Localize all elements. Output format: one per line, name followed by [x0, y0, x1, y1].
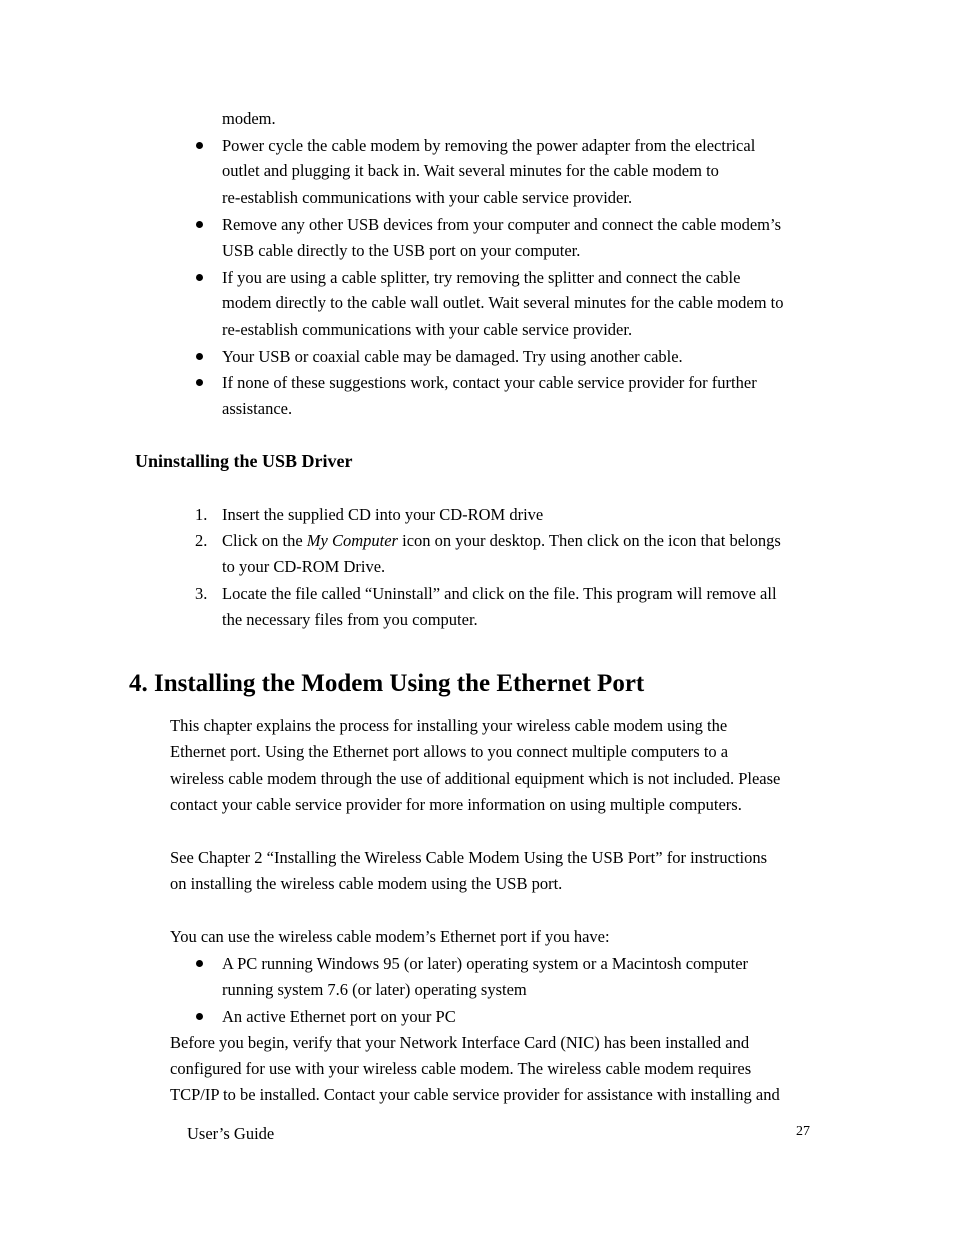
- list-item: Your USB or coaxial cable may be damaged. Try using another cable.: [222, 347, 683, 366]
- list-item-cont: re-establish communications with your cable service provider.: [222, 320, 633, 339]
- list-item-cont: outlet and plugging it back in. Wait several minutes for the cable modem to: [222, 161, 719, 180]
- step-number: 3.: [195, 584, 208, 603]
- para-line: Before you begin, verify that your Network Interface Card (NIC) has been installed and: [170, 1033, 750, 1052]
- bullet-icon: [196, 142, 203, 149]
- step-text-pre: Click on the: [222, 531, 307, 550]
- para-line: TCP/IP to be installed. Contact your cable service provider for assistance with installing and: [170, 1085, 780, 1104]
- list-item: If you are using a cable splitter, try removing the splitter and connect the cable: [222, 268, 741, 287]
- list-item-cont: assistance.: [222, 399, 293, 418]
- list-item-cont: re-establish communications with your cable service provider.: [222, 188, 633, 207]
- list-item: If none of these suggestions work, contact your cable service provider for further: [222, 373, 757, 392]
- section-heading: Uninstalling the USB Driver: [135, 451, 353, 471]
- para-line: See Chapter 2 “Installing the Wireless Cable Modem Using the USB Port” for instructions: [170, 848, 768, 867]
- bullet-icon: [196, 274, 203, 281]
- bullet-icon: [196, 353, 203, 360]
- step-text: Insert the supplied CD into your CD-ROM drive: [222, 505, 544, 524]
- list-item-cont: modem directly to the cable wall outlet. Wait several minutes for the cable modem to: [222, 293, 784, 312]
- bullet-icon: [196, 960, 203, 967]
- para-line: contact your cable service provider for more information on using multiple computers.: [170, 795, 742, 814]
- paragraph-requirements-intro: You can use the wireless cable modem’s Ethernet port if you have:: [170, 927, 610, 946]
- bullet-icon: [196, 221, 203, 228]
- bullet-icon: [196, 1013, 203, 1020]
- para-line: configured for use with your wireless cable modem. The wireless cable modem requires: [170, 1059, 752, 1078]
- continuation-text: modem.: [222, 109, 276, 128]
- page-number: 27: [796, 1124, 810, 1139]
- step-number: 2.: [195, 531, 208, 550]
- para-line: This chapter explains the process for installing your wireless cable modem using the: [170, 716, 728, 735]
- chapter-heading: 4. Installing the Modem Using the Ethernet Port: [129, 670, 645, 697]
- list-item-cont: USB cable directly to the USB port on your computer.: [222, 241, 581, 260]
- step-text-cont: to your CD-ROM Drive.: [222, 557, 386, 576]
- step-text-italic: My Computer: [306, 531, 398, 550]
- list-item: Power cycle the cable modem by removing the power adapter from the electrical: [222, 136, 756, 155]
- list-item: Remove any other USB devices from your computer and connect the cable modem’s: [222, 215, 782, 234]
- list-item: An active Ethernet port on your PC: [222, 1007, 456, 1026]
- step-text-post: icon on your desktop. Then click on the icon that belongs: [397, 531, 781, 550]
- para-line: on installing the wireless cable modem using the USB port.: [170, 874, 563, 893]
- list-item-cont: running system 7.6 (or later) operating system: [222, 980, 527, 999]
- step-text-cont: the necessary files from you computer.: [222, 610, 478, 629]
- step-text: Locate the file called “Uninstall” and click on the file. This program will remove all: [222, 584, 777, 603]
- step-text: [222, 531, 781, 551]
- step-number: 1.: [195, 505, 208, 524]
- bullet-icon: [196, 379, 203, 386]
- list-item: A PC running Windows 95 (or later) operating system or a Macintosh computer: [222, 954, 749, 973]
- para-line: wireless cable modem through the use of additional equipment which is not included. Please: [170, 769, 781, 788]
- para-line: Ethernet port. Using the Ethernet port allows to you connect multiple computers to a: [170, 742, 729, 761]
- footer-title: User’s Guide: [187, 1124, 275, 1143]
